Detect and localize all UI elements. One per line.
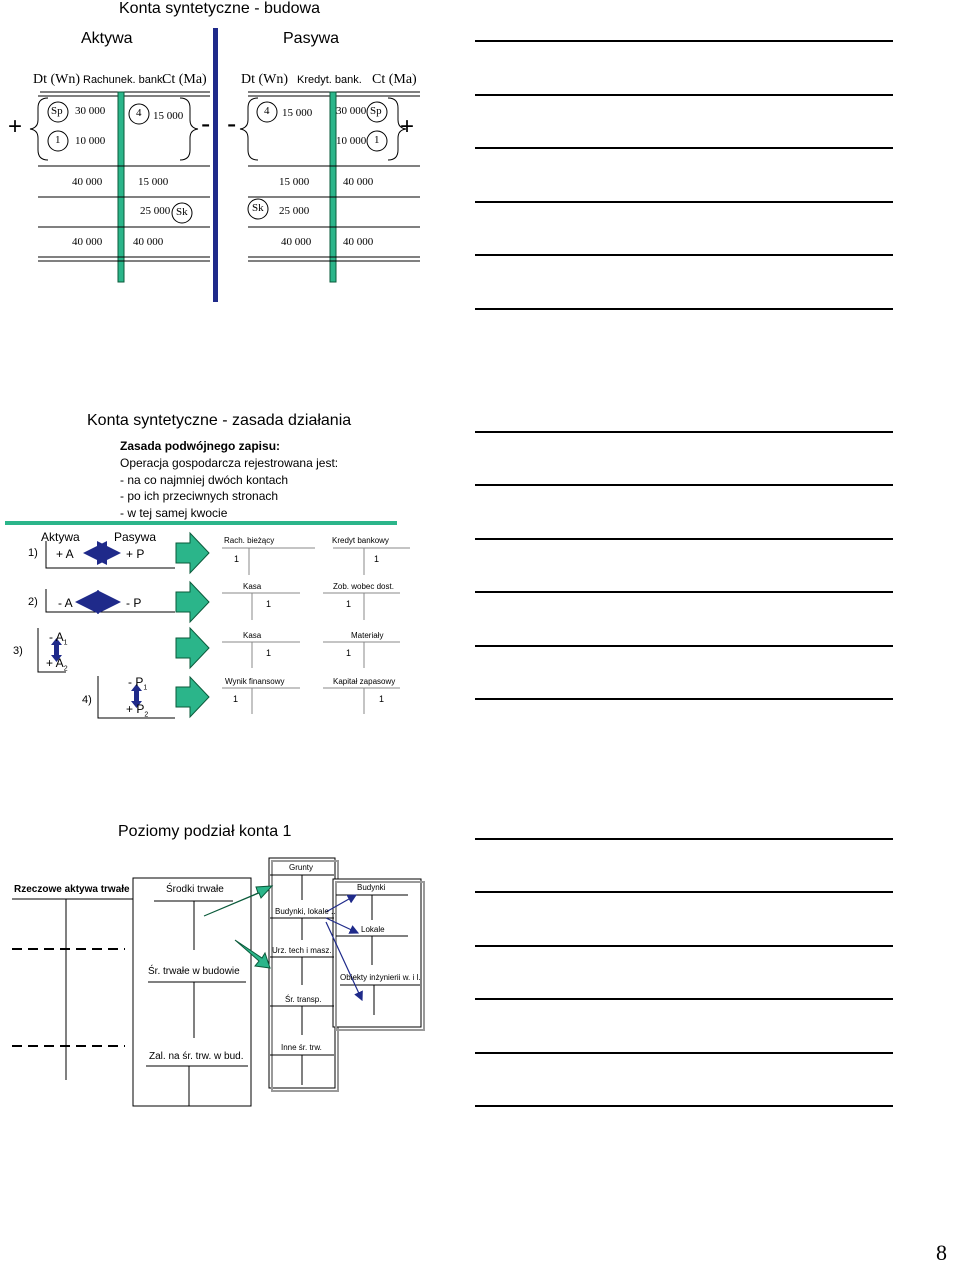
right-turnover-left: 15 000 [279, 176, 310, 188]
case4-p-top: - $P_1$ [128, 675, 148, 692]
rule-line-2: - na co najmniej dwóch kontach [120, 473, 289, 487]
case3-a-top: - $A_1$ [49, 630, 68, 647]
right-row1-right: 30 000 [336, 105, 367, 117]
s2-pasywa: Pasywa [114, 530, 157, 544]
level3-grunty: Grunty [289, 863, 314, 872]
case1-num: 1) [28, 547, 38, 559]
right-balance-left: 25 000 [279, 205, 310, 217]
case3-a-bot: + $A_2$ [46, 656, 68, 673]
case4-v2: 1 [379, 694, 385, 704]
level4-budynki: Budynki [357, 883, 386, 892]
left-four-mark: 4 [136, 107, 142, 119]
case4-p-bot: + $P_2$ [126, 702, 149, 719]
left-sum-right: 40 000 [133, 236, 164, 248]
case4-acc2: Kapitał zapasowy [333, 677, 396, 686]
case2-acc2: Zob. wobec dost. [333, 582, 394, 591]
right-ct-label: Ct (Ma) [372, 72, 417, 87]
level2-c-label: Zal. na śr. trw. w bud. [149, 1051, 244, 1062]
level3-urz-tech: Urz. tech i masz. [272, 946, 332, 955]
level3-inne: Inne śr. trw. [281, 1043, 322, 1052]
case2-acc1: Kasa [243, 582, 262, 591]
minus-right: - [227, 108, 237, 139]
case1-a: + A [56, 547, 74, 561]
case1-acc1: Rach. bieżący [224, 536, 275, 545]
slide1-aktywa: Aktywa [81, 30, 133, 47]
right-turnover-right: 40 000 [343, 176, 374, 188]
note-line [475, 1052, 893, 1054]
note-line [475, 998, 893, 1000]
left-one-mark: 1 [55, 134, 61, 146]
right-sum-right: 40 000 [343, 236, 374, 248]
case3-acc2: Materiały [351, 631, 384, 640]
rule-line-3: - po ich przeciwnych stronach [120, 489, 279, 503]
minus-left: - [201, 108, 211, 139]
left-ct-label: Ct (Ma) [162, 72, 207, 87]
left-account-name: Rachunek. bank. [83, 74, 166, 86]
rule-line-4: - w tej samej kwocie [120, 506, 228, 520]
level3-sr-transp: Śr. transp. [285, 995, 322, 1004]
level1-label: Rzeczowe aktywa trwałe [14, 884, 130, 895]
case3-v1: 1 [266, 648, 272, 658]
level4-lokale: Lokale [361, 925, 385, 934]
case2-num: 2) [28, 596, 38, 608]
left-turnover-right: 15 000 [138, 176, 169, 188]
case1-v1: 1 [234, 554, 240, 564]
left-sk-mark: Sk [176, 206, 188, 218]
note-line [475, 945, 893, 947]
case4-acc1: Wynik finansowy [225, 677, 285, 686]
level4-obiekty: Obiekty inżynierii w. i l. [340, 973, 421, 982]
case1-p: + P [126, 547, 145, 561]
case2-p: - P [126, 596, 142, 610]
level3-budynki-lokale: Budynki, lokale .. [275, 907, 336, 916]
case2-v2: 1 [346, 599, 352, 609]
right-sum-left: 40 000 [281, 236, 312, 248]
left-sum-left: 40 000 [72, 236, 103, 248]
right-four-mark: 4 [264, 105, 270, 117]
case4-num: 4) [82, 694, 92, 706]
left-turnover-left: 40 000 [72, 176, 103, 188]
slide1-title: Konta syntetyczne - budowa [119, 0, 321, 17]
right-dt-label: Dt (Wn) [241, 72, 289, 87]
level2-b-label: Śr. trwałe w budowie [148, 966, 240, 977]
right-row1-left: 15 000 [282, 107, 313, 119]
right-sk-mark: Sk [252, 202, 264, 214]
left-sp-mark: Sp [51, 105, 63, 117]
left-row1-right: 15 000 [153, 110, 184, 122]
case3-v2: 1 [346, 648, 352, 658]
case4-v1: 1 [233, 694, 239, 704]
note-line [475, 891, 893, 893]
left-dt-label: Dt (Wn) [33, 72, 81, 87]
case2-a: - A [58, 596, 73, 610]
left-balance-right: 25 000 [140, 205, 171, 217]
case3-acc1: Kasa [243, 631, 262, 640]
level2-a-label: Środki trwałe [166, 884, 224, 895]
slide1-pasywa: Pasywa [283, 30, 340, 47]
case1-acc2: Kredyt bankowy [332, 536, 389, 545]
s2-aktywa: Aktywa [41, 530, 80, 544]
slide2-title: Konta syntetyczne - zasada działania [87, 412, 352, 429]
case3-num: 3) [13, 645, 23, 657]
case1-v2: 1 [374, 554, 380, 564]
slide3-title: Poziomy podział konta 1 [118, 823, 292, 840]
right-account-name: Kredyt. bank. [297, 74, 362, 86]
page-number: 8 [936, 1240, 947, 1265]
note-line [475, 838, 893, 840]
rule-line-1: Operacja gospodarcza rejestrowana jest: [120, 456, 339, 470]
case2-v1: 1 [266, 599, 272, 609]
left-row2-left: 10 000 [75, 135, 106, 147]
right-row2-right: 10 000 [336, 135, 367, 147]
right-sp-mark: Sp [370, 105, 382, 117]
left-row1-left: 30 000 [75, 105, 106, 117]
note-line [475, 1105, 893, 1107]
plus-right: + [400, 113, 415, 140]
right-one-mark: 1 [374, 134, 380, 146]
plus-left: + [8, 113, 23, 140]
rule-title: Zasada podwójnego zapisu: [120, 439, 281, 453]
